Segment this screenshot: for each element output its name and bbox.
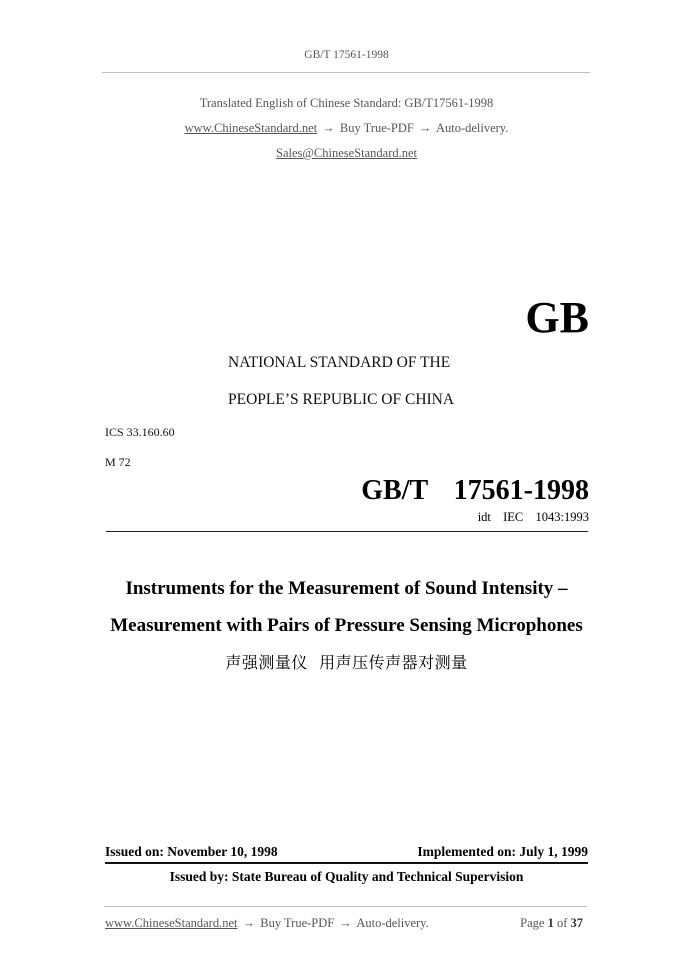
- buy-true-pdf-text: Buy True-PDF: [339, 121, 414, 135]
- title-divider: [106, 531, 588, 532]
- sales-email-link[interactable]: Sales@ChineseStandard.net: [276, 146, 417, 160]
- arrow-right-icon: →: [242, 916, 256, 930]
- ics-code: ICS 33.160.60: [105, 425, 175, 439]
- page-number: [520, 916, 583, 931]
- arrow-right-icon: →: [322, 121, 335, 135]
- arrow-right-icon: →: [419, 121, 432, 135]
- translation-notice: Translated English of Chinese Standard: GB/T17561-1998: [199, 96, 494, 110]
- issued-on-date: Issued on: November 10, 1998: [105, 844, 278, 859]
- footer-purchase-line: [105, 916, 429, 931]
- category-code: M 72: [105, 455, 131, 469]
- implemented-on-date: Implemented on: July 1, 1999: [417, 844, 588, 859]
- footer-delivery-text: Auto-delivery.: [356, 916, 429, 930]
- page-label: Page: [520, 916, 545, 930]
- national-standard-line-1: NATIONAL STANDARD OF THE: [228, 354, 451, 371]
- issuing-authority: Issued by: State Bureau of Quality and Technical Supervision: [169, 869, 524, 884]
- issue-divider: [105, 862, 588, 864]
- site-link[interactable]: www.ChineseStandard.net: [184, 121, 318, 135]
- running-header: GB/T 17561-1998: [304, 49, 389, 61]
- email-line: [0, 146, 693, 161]
- arrow-right-icon: →: [339, 916, 352, 930]
- footer-divider: [104, 906, 587, 907]
- national-standard-line-2: PEOPLE’S REPUBLIC OF CHINA: [228, 391, 455, 408]
- page-current: 1: [547, 916, 554, 930]
- document-title-line-2: Measurement with Pairs of Pressure Sensing Microphones: [110, 615, 583, 636]
- document-title-line-1: Instruments for the Measurement of Sound Intensity –: [125, 578, 568, 599]
- page-footer: [105, 916, 583, 931]
- purchase-line: [0, 121, 693, 136]
- document-title-chinese: 声强测量仪 用声压传声器对测量: [225, 653, 468, 672]
- standard-number: GB/T 17561-1998: [361, 475, 589, 506]
- header-divider: [102, 72, 590, 73]
- equivalence-note: idt IEC 1043:1993: [477, 510, 589, 524]
- footer-buy-text: Buy True-PDF: [260, 916, 335, 930]
- auto-delivery-text: Auto-delivery.: [435, 121, 509, 135]
- gb-logo: GB: [525, 293, 589, 342]
- page-of-label: of: [556, 916, 568, 930]
- page-total: 37: [570, 916, 583, 930]
- issue-dates: [105, 844, 588, 860]
- footer-site-link[interactable]: www.ChineseStandard.net: [105, 916, 238, 930]
